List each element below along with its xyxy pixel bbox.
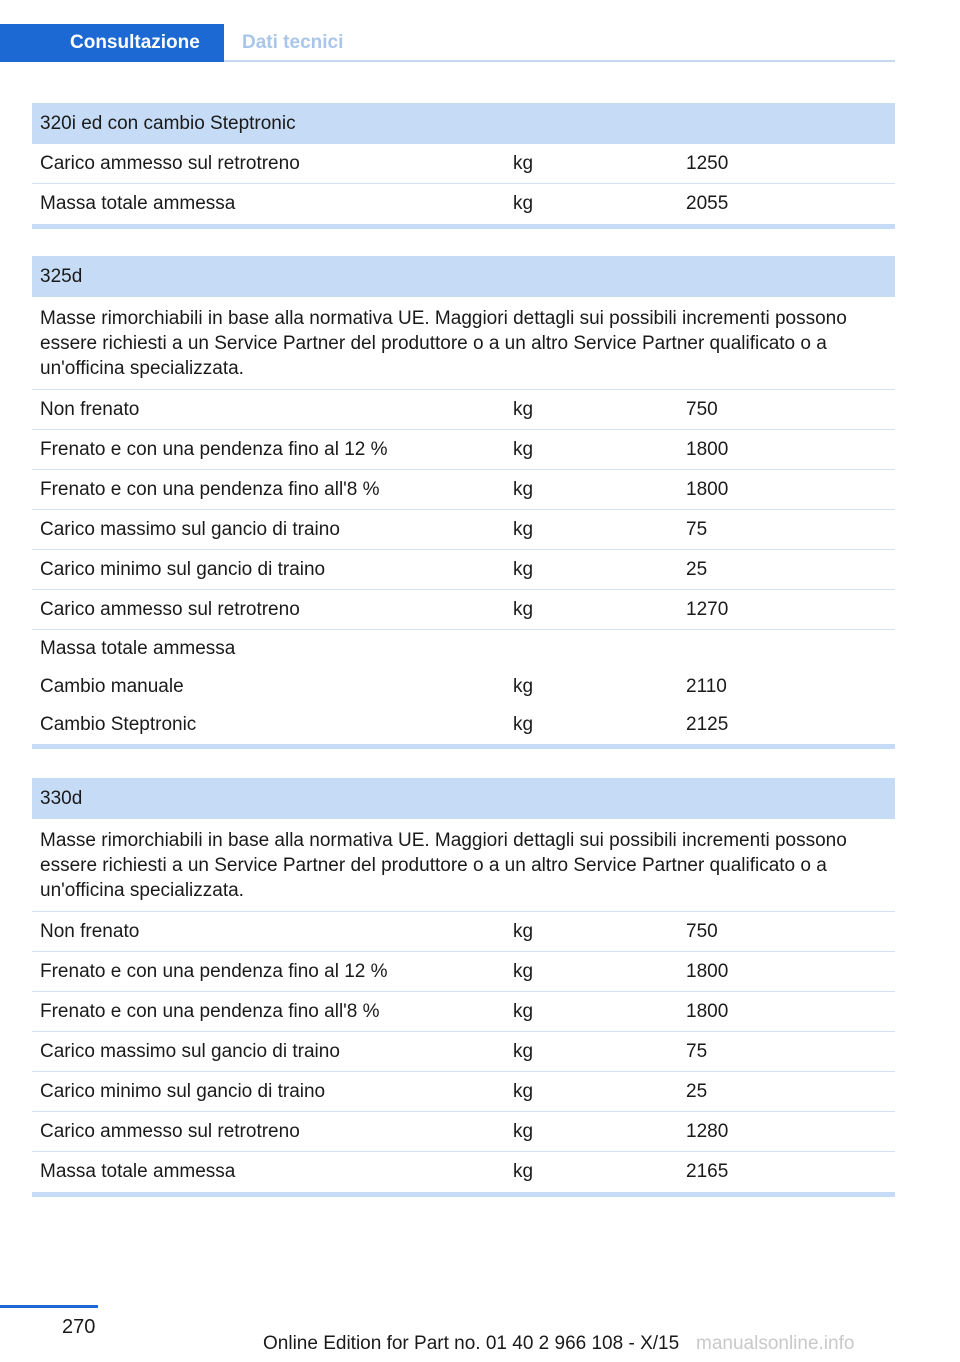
row-value: 2125 (686, 714, 729, 735)
table-row (32, 470, 895, 510)
row-value: 2165 (686, 1161, 729, 1182)
table-325d (32, 256, 895, 749)
row-unit: kg (513, 1001, 534, 1022)
row-unit: kg (513, 961, 534, 982)
row-value: 25 (686, 1081, 708, 1102)
table-row (32, 184, 895, 224)
row-unit: kg (513, 714, 534, 735)
table-row (32, 144, 895, 184)
row-value: 1800 (686, 439, 729, 460)
row-unit: kg (513, 439, 534, 460)
row-value: 1280 (686, 1121, 729, 1142)
row-label: Cambio Steptronic (40, 714, 197, 735)
page-number: 270 (62, 1316, 96, 1338)
row-label: Carico ammesso sul retrotreno (40, 1121, 300, 1142)
table-row (32, 952, 895, 992)
row-value: 2110 (686, 676, 727, 697)
section-tabs (0, 24, 895, 62)
row-label: Carico ammesso sul retrotreno (40, 599, 300, 620)
table-row (32, 706, 895, 744)
row-unit: kg (513, 399, 534, 420)
tab-consultazione[interactable]: Consultazione (0, 24, 224, 62)
row-unit: kg (513, 193, 534, 214)
row-unit: kg (513, 599, 534, 620)
row-unit: kg (513, 1121, 534, 1142)
edition-text: Online Edition for Part no. 01 40 2 966 108 - X/15 (263, 1333, 680, 1354)
tab-dati-tecnici[interactable]: Dati tecnici (242, 32, 344, 53)
page-number-rule (0, 1305, 98, 1308)
row-value: 2055 (686, 193, 729, 214)
table-row (32, 430, 895, 470)
table-330d (32, 778, 895, 1197)
table-note: Masse rimorchiabili in base alla normativa UE. Maggiori dettagli sui possibili incrementi possono essere richiesti a un Service Partner del produttore o a un altro Service Partner qualificato o a un'officina specializzata. (32, 819, 895, 912)
row-value: 75 (686, 1041, 708, 1062)
row-value: 1800 (686, 961, 729, 982)
table-row (32, 390, 895, 430)
table-row (32, 992, 895, 1032)
row-value: 1250 (686, 153, 729, 174)
table-note: Masse rimorchiabili in base alla normativa UE. Maggiori dettagli sui possibili incrementi possono essere richiesti a un Service Partner del produttore o a un altro Service Partner qualificato o a un'officina specializzata. (32, 297, 895, 390)
row-unit: kg (513, 921, 534, 942)
table-row (32, 668, 895, 706)
row-label: Frenato e con una pendenza fino al 12 % (40, 439, 388, 460)
table-row (32, 1032, 895, 1072)
table-row (32, 1072, 895, 1112)
row-label: Non frenato (40, 921, 140, 942)
row-value: 1800 (686, 1001, 729, 1022)
row-value: 1270 (686, 599, 729, 620)
row-label: Massa totale ammessa (40, 1161, 236, 1182)
table-320i (32, 103, 895, 229)
row-label: Non frenato (40, 399, 140, 420)
table-row (32, 550, 895, 590)
row-unit: kg (513, 1041, 534, 1062)
row-label: Frenato e con una pendenza fino al 12 % (40, 961, 388, 982)
row-unit: kg (513, 1081, 534, 1102)
row-label: Carico minimo sul gancio di traino (40, 1081, 326, 1102)
row-label: Carico ammesso sul retrotreno (40, 153, 300, 174)
table-title: 330d (32, 778, 895, 819)
row-label: Frenato e con una pendenza fino all'8 % (40, 479, 380, 500)
table-row (32, 510, 895, 550)
row-unit: kg (513, 1161, 534, 1182)
row-label: Carico minimo sul gancio di traino (40, 559, 326, 580)
row-label: Carico massimo sul gancio di traino (40, 1041, 340, 1062)
table-row (32, 1152, 895, 1192)
row-value: 750 (686, 399, 718, 420)
row-unit: kg (513, 153, 534, 174)
table-end-rule (32, 224, 895, 229)
row-unit: kg (513, 676, 534, 697)
row-value: 25 (686, 559, 708, 580)
row-label: Cambio manuale (40, 676, 184, 697)
table-title: 320i ed con cambio Steptronic (32, 103, 895, 144)
row-value: 75 (686, 519, 708, 540)
watermark: manualsonline.info (696, 1333, 855, 1354)
row-unit: kg (513, 519, 534, 540)
row-label: Carico massimo sul gancio di traino (40, 519, 340, 540)
table-title: 325d (32, 256, 895, 297)
row-label: Massa totale ammessa (40, 638, 236, 659)
row-value: 750 (686, 921, 718, 942)
row-value: 1800 (686, 479, 729, 500)
row-unit: kg (513, 559, 534, 580)
row-unit: kg (513, 479, 534, 500)
table-row (32, 1112, 895, 1152)
table-row (32, 912, 895, 952)
table-row (32, 630, 895, 668)
row-label: Massa totale ammessa (40, 193, 236, 214)
table-end-rule (32, 1192, 895, 1197)
table-end-rule (32, 744, 895, 749)
table-row (32, 590, 895, 630)
row-label: Frenato e con una pendenza fino all'8 % (40, 1001, 380, 1022)
